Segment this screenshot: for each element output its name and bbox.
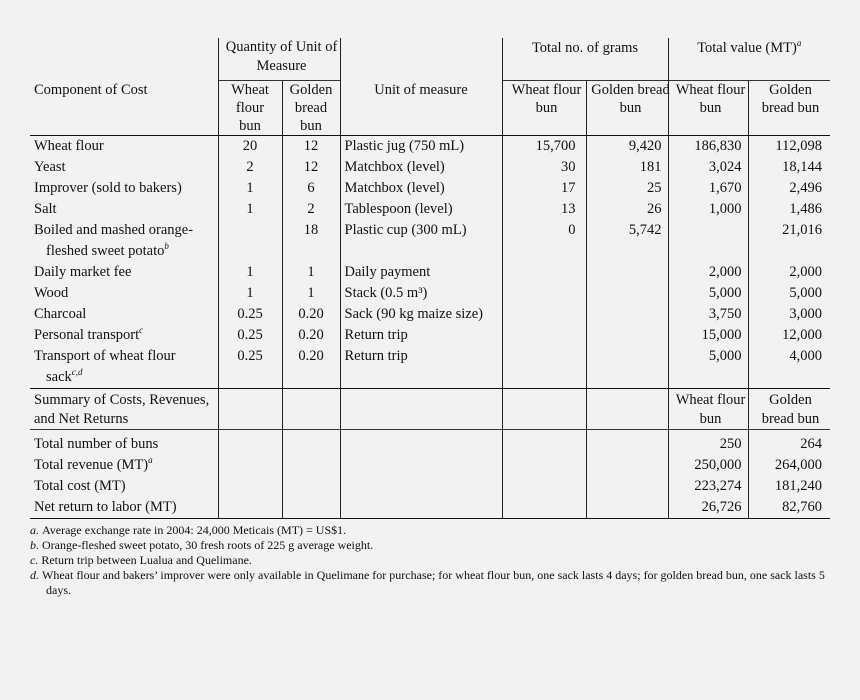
summary-rows [30, 430, 830, 519]
summary-empty-cell [502, 430, 586, 456]
qty-golden-cell: 12 [282, 136, 340, 158]
summary-label: Summary of Costs, Revenues, and Net Returns [34, 392, 210, 427]
unit-cell: Matchbox (level) [340, 157, 502, 178]
table-row [30, 178, 830, 199]
grams-golden-cell [586, 346, 668, 389]
cost-table-container [30, 38, 830, 598]
qty-golden-cell: 1 [282, 262, 340, 283]
qty-wheat-cell: 0.25 [218, 325, 282, 346]
qty-golden-cell: 6 [282, 178, 340, 199]
component-cell: Yeast [34, 159, 66, 175]
summary-empty-cell [218, 430, 282, 456]
summary-empty-cell [502, 455, 586, 476]
grams-golden-cell [586, 325, 668, 346]
header-wheat-qty: Wheat flour bun [218, 81, 282, 136]
grams-golden-cell: 9,420 [586, 136, 668, 158]
summary-wheat-cell: 250 [668, 430, 748, 456]
table-row [30, 262, 830, 283]
value-wheat-cell: 1,000 [668, 199, 748, 220]
table-row [30, 220, 830, 262]
value-wheat-cell: 3,750 [668, 304, 748, 325]
value-golden-cell: 12,000 [748, 325, 830, 346]
summary-golden-header: Golden bread bun [748, 389, 830, 430]
table-row [30, 136, 830, 158]
grams-wheat-cell: 0 [502, 220, 586, 262]
summary-row [30, 476, 830, 497]
component-cell: Boiled and mashed orange- fleshed sweet potato$^b$ [34, 222, 194, 259]
grams-golden-cell [586, 262, 668, 283]
summary-empty-cell [282, 476, 340, 497]
value-golden-cell: 3,000 [748, 304, 830, 325]
summary-wheat-header: Wheat flour bun [668, 389, 748, 430]
qty-wheat-cell [218, 220, 282, 262]
qty-golden-cell: 2 [282, 199, 340, 220]
footnote: a. Average exchange rate in 2004: 24,000 Meticais (MT) = US$1. [30, 523, 347, 537]
footnotes [30, 523, 850, 598]
grams-golden-cell: 25 [586, 178, 668, 199]
component-cell: Personal transport$^c$ [34, 325, 144, 343]
header-row-groups [30, 38, 830, 81]
qty-wheat-cell: 1 [218, 199, 282, 220]
grams-wheat-cell [502, 262, 586, 283]
qty-wheat-cell: 1 [218, 178, 282, 199]
grams-wheat-cell: 30 [502, 157, 586, 178]
grams-wheat-cell: 13 [502, 199, 586, 220]
grams-wheat-cell [502, 325, 586, 346]
summary-empty-cell [340, 455, 502, 476]
summary-wheat-cell: 250,000 [668, 455, 748, 476]
header-grams-group: Total no. of grams [502, 38, 668, 81]
grams-golden-cell: 5,742 [586, 220, 668, 262]
value-wheat-cell: 5,000 [668, 346, 748, 389]
header-blank-unit [340, 38, 502, 81]
summary-empty-cell [340, 497, 502, 519]
value-golden-cell: 2,000 [748, 262, 830, 283]
summary-empty-cell [218, 455, 282, 476]
summary-empty-cell [586, 455, 668, 476]
grams-wheat-cell [502, 304, 586, 325]
summary-empty-cell [586, 430, 668, 456]
value-wheat-cell: 15,000 [668, 325, 748, 346]
summary-wheat-cell: 26,726 [668, 497, 748, 519]
summary-row [30, 497, 830, 519]
summary-empty-cell [218, 476, 282, 497]
value-wheat-cell [668, 220, 748, 262]
summary-wheat-cell: 223,274 [668, 476, 748, 497]
value-golden-cell: 1,486 [748, 199, 830, 220]
header-golden-qty: Golden bread bun [282, 81, 340, 136]
summary-label-cell: Net return to labor (MT) [34, 499, 177, 515]
grams-wheat-cell: 15,700 [502, 136, 586, 158]
summary-empty-cell [340, 430, 502, 456]
summary-golden-cell: 181,240 [748, 476, 830, 497]
header-blank [30, 38, 218, 81]
qty-golden-cell: 0.20 [282, 304, 340, 325]
summary-empty-cell [586, 476, 668, 497]
value-golden-cell: 112,098 [748, 136, 830, 158]
table-row [30, 325, 830, 346]
footnote: d. Wheat flour and bakers’ improver were only available in Quelimane for purchase; for wheat flour bun, one sack lasts 4 days; for golden bread bun, one sack lasts 5 days. [30, 568, 825, 597]
cost-rows [30, 136, 830, 389]
value-golden-cell: 4,000 [748, 346, 830, 389]
grams-wheat-cell [502, 346, 586, 389]
footnote: b. Orange-fleshed sweet potato, 30 fresh roots of 225 g average weight. [30, 538, 374, 552]
unit-cell: Matchbox (level) [340, 178, 502, 199]
summary-empty-cell [282, 430, 340, 456]
unit-cell: Tablespoon (level) [340, 199, 502, 220]
qty-wheat-cell: 20 [218, 136, 282, 158]
summary-label-cell: Total cost (MT) [34, 478, 126, 494]
header-golden-value: Golden bread bun [748, 81, 830, 136]
header-golden-grams: Golden bread bun [586, 81, 668, 136]
value-wheat-cell: 5,000 [668, 283, 748, 304]
unit-cell: Return trip [340, 346, 502, 389]
qty-wheat-cell: 1 [218, 262, 282, 283]
grams-golden-cell [586, 304, 668, 325]
summary-golden-cell: 264 [748, 430, 830, 456]
summary-empty-cell [586, 497, 668, 519]
qty-golden-cell: 12 [282, 157, 340, 178]
value-golden-cell: 21,016 [748, 220, 830, 262]
grams-wheat-cell [502, 283, 586, 304]
component-cell: Wheat flour [34, 138, 104, 154]
summary-golden-cell: 264,000 [748, 455, 830, 476]
value-golden-cell: 5,000 [748, 283, 830, 304]
qty-golden-cell: 0.20 [282, 325, 340, 346]
qty-wheat-cell: 0.25 [218, 304, 282, 325]
value-golden-cell: 2,496 [748, 178, 830, 199]
grams-golden-cell [586, 283, 668, 304]
qty-golden-cell: 0.20 [282, 346, 340, 389]
unit-cell: Daily payment [340, 262, 502, 283]
grams-golden-cell: 26 [586, 199, 668, 220]
table-row [30, 283, 830, 304]
value-golden-cell: 18,144 [748, 157, 830, 178]
qty-golden-cell: 1 [282, 283, 340, 304]
unit-cell: Plastic jug (750 mL) [340, 136, 502, 158]
summary-empty-cell [282, 497, 340, 519]
header-wheat-grams: Wheat flour bun [502, 81, 586, 136]
component-cell: Salt [34, 201, 57, 217]
table-row [30, 157, 830, 178]
summary-empty-cell [218, 497, 282, 519]
summary-empty-cell [502, 497, 586, 519]
value-wheat-cell: 3,024 [668, 157, 748, 178]
component-cell: Wood [34, 285, 69, 301]
value-wheat-cell: 186,830 [668, 136, 748, 158]
component-cell: Improver (sold to bakers) [34, 180, 182, 196]
summary-label-cell: Total revenue (MT)$^a$ [34, 455, 153, 473]
header-value-group: Total value (MT)$^a$ [668, 38, 830, 81]
qty-wheat-cell: 1 [218, 283, 282, 304]
summary-row [30, 430, 830, 456]
unit-cell: Stack (0.5 m³) [340, 283, 502, 304]
table-row [30, 346, 830, 389]
summary-header-row [30, 389, 830, 430]
table-row [30, 199, 830, 220]
header-quantity-group: Quantity of Unit of Measure [218, 38, 340, 81]
value-wheat-cell: 1,670 [668, 178, 748, 199]
summary-empty-cell [282, 455, 340, 476]
cost-table [30, 38, 830, 519]
unit-cell: Sack (90 kg maize size) [340, 304, 502, 325]
component-cell: Transport of wheat flour sack$^{c,d}$ [34, 348, 176, 385]
summary-label-cell: Total number of buns [34, 436, 159, 452]
header-unit: Unit of measure [340, 81, 502, 136]
qty-golden-cell: 18 [282, 220, 340, 262]
component-cell: Daily market fee [34, 264, 132, 280]
grams-wheat-cell: 17 [502, 178, 586, 199]
table-row [30, 304, 830, 325]
footnote: c. Return trip between Lualua and Quelimane. [30, 553, 252, 567]
qty-wheat-cell: 2 [218, 157, 282, 178]
unit-cell: Plastic cup (300 mL) [340, 220, 502, 262]
summary-header [30, 389, 830, 430]
header-wheat-value: Wheat flour bun [668, 81, 748, 136]
component-cell: Charcoal [34, 306, 87, 322]
summary-row [30, 455, 830, 476]
summary-golden-cell: 82,760 [748, 497, 830, 519]
header-row-columns [30, 81, 830, 136]
qty-wheat-cell: 0.25 [218, 346, 282, 389]
summary-empty-cell [502, 476, 586, 497]
value-wheat-cell: 2,000 [668, 262, 748, 283]
unit-cell: Return trip [340, 325, 502, 346]
header-component: Component of Cost [34, 81, 148, 98]
grams-golden-cell: 181 [586, 157, 668, 178]
summary-empty-cell [340, 476, 502, 497]
